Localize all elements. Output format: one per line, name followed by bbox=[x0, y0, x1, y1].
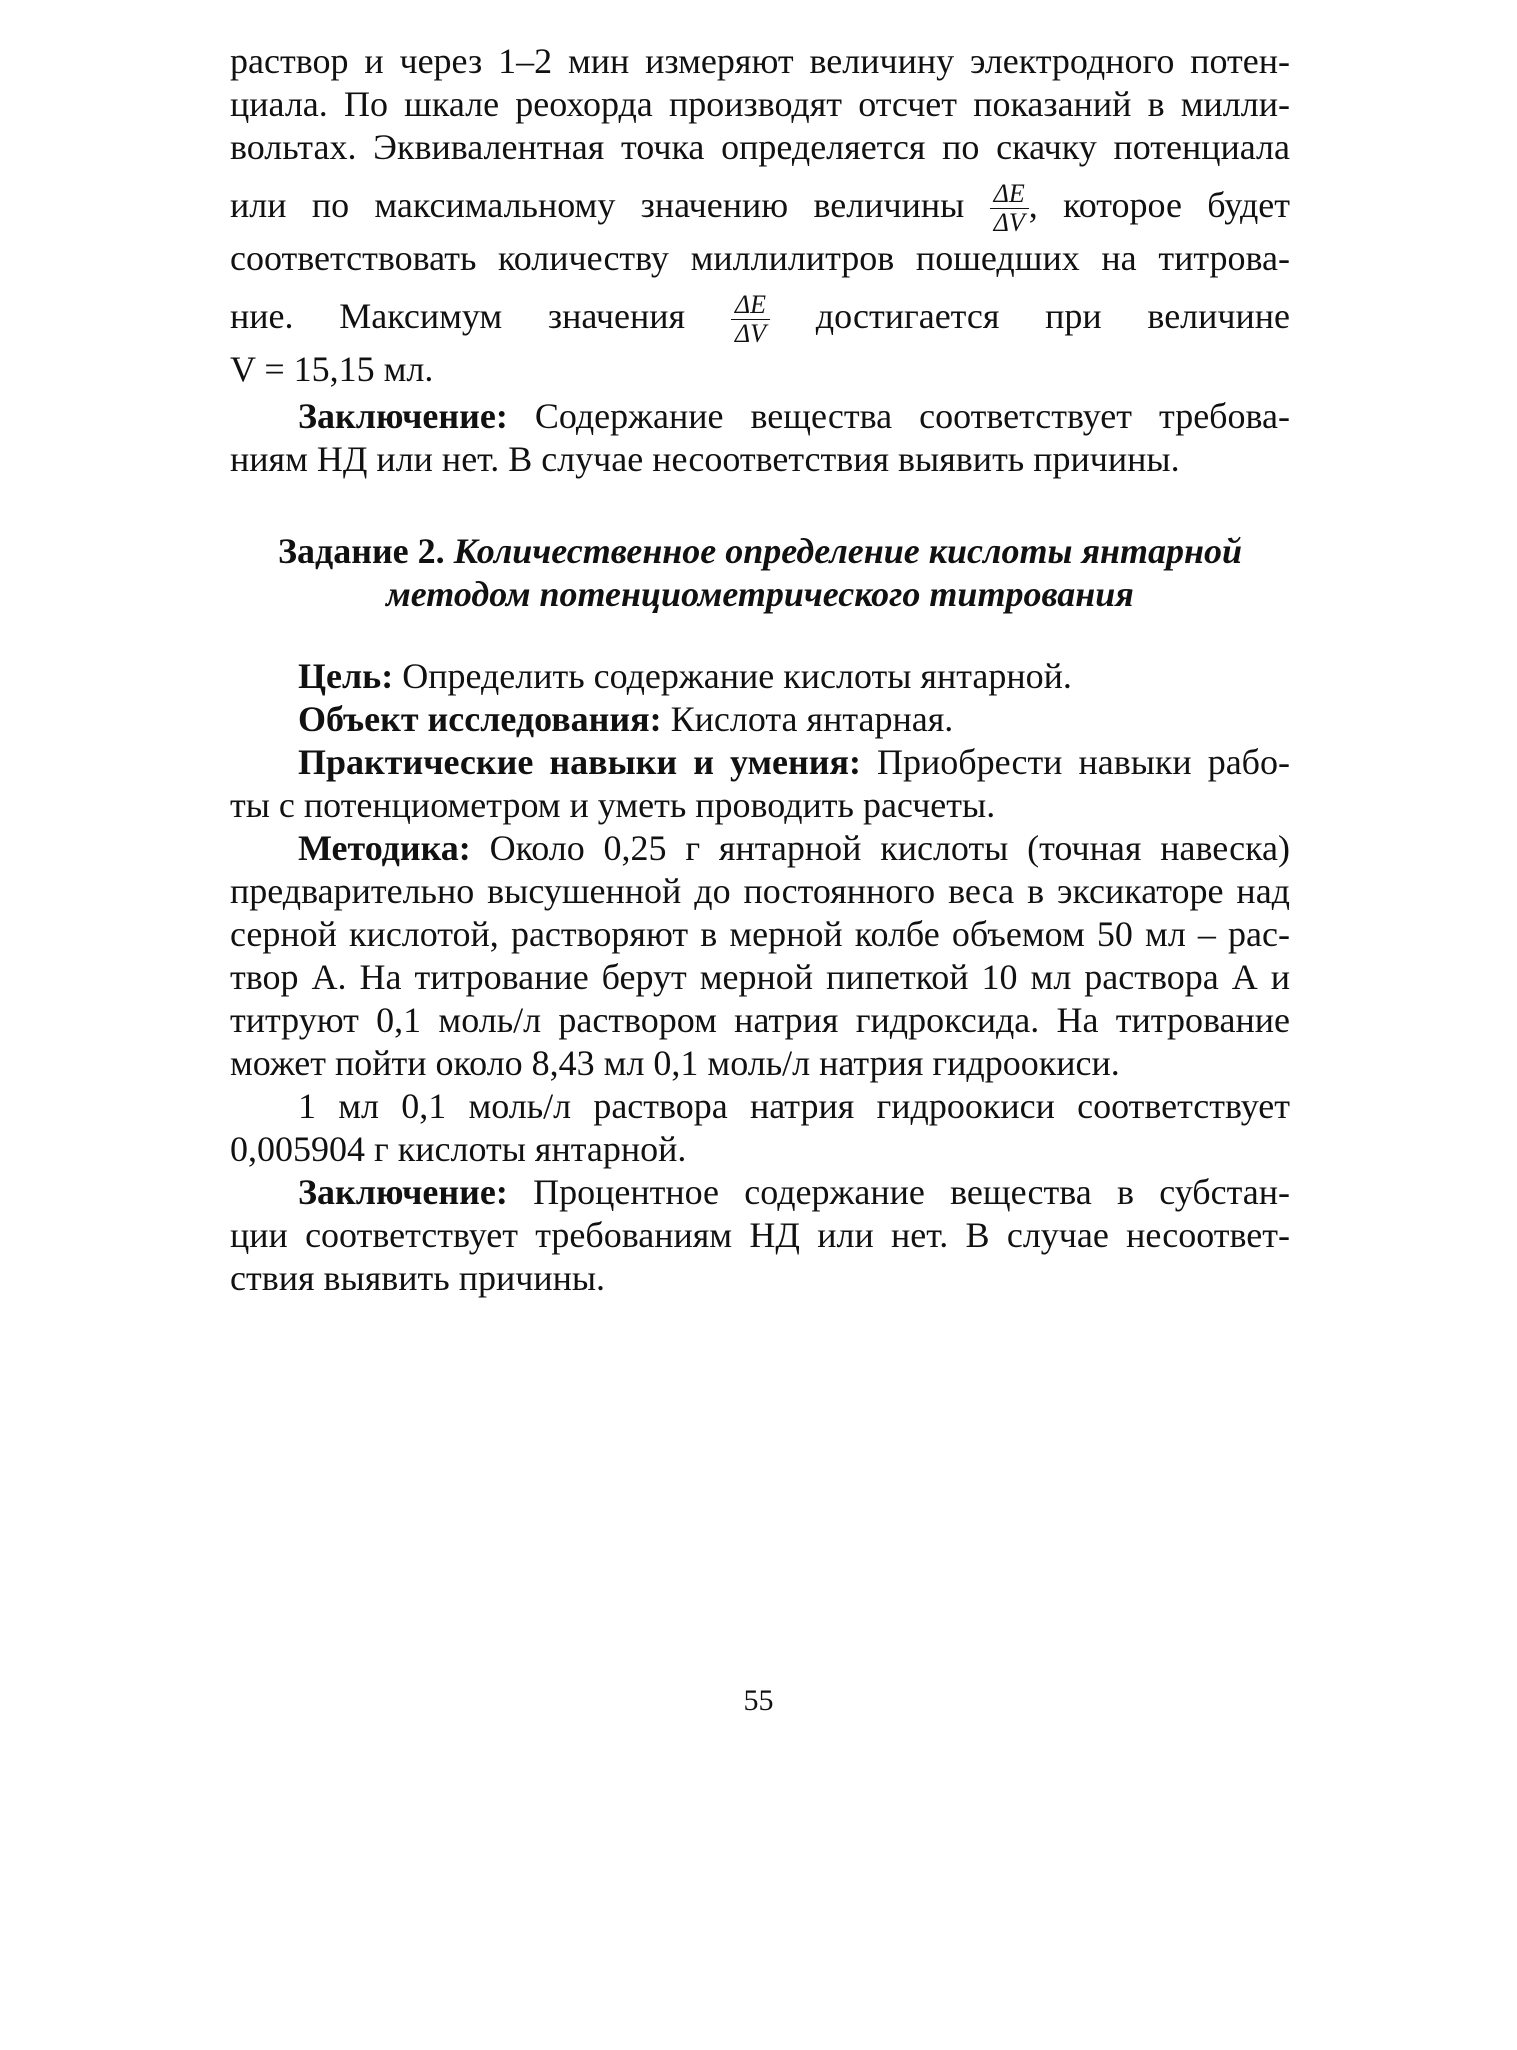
skills-line: Практические навыки и умения: Приобрести навыки рабо- bbox=[298, 742, 1290, 782]
text-line: соответствовать количеству миллилитров пошедших на титрова- bbox=[230, 238, 1290, 279]
text-line: 0,005904 г кислоты янтарной. bbox=[230, 1129, 687, 1169]
goal-line: Цель: Определить содержание кислоты янтарной. bbox=[298, 656, 1072, 696]
task-2-heading bbox=[230, 530, 1290, 616]
top-section bbox=[230, 40, 1290, 481]
text-line: ниям НД или нет. В случае несоответствия выявить причины. bbox=[230, 439, 1180, 480]
delta-e-over-delta-v-fraction bbox=[731, 291, 770, 348]
text-fragment: достигается при величине bbox=[815, 296, 1291, 337]
text-line: ствия выявить причины. bbox=[230, 1258, 606, 1298]
task-2-body bbox=[230, 655, 1290, 1300]
fraction-numerator: ΔE bbox=[731, 291, 770, 320]
text-fragment: или по максимальному значению величины bbox=[230, 185, 965, 225]
object-line: Объект исследования: Кислота янтарная. bbox=[298, 699, 954, 739]
method-line: Методика: Около 0,25 г янтарной кислоты (точная навеска) bbox=[298, 828, 1290, 868]
text-fragment: ние. Максимум значения bbox=[230, 296, 686, 337]
text-line: вольтах. Эквивалентная точка определяется по скачку потенциала bbox=[230, 127, 1290, 167]
page-number: 55 bbox=[743, 1684, 774, 1717]
heading-line-2: методом потенциометрического титрования bbox=[386, 574, 1134, 614]
text-line: твор А. На титрование берут мерной пипеткой 10 мл раствора А и bbox=[230, 957, 1290, 997]
text-fragment: , которое будет bbox=[1028, 185, 1290, 225]
text-line: серной кислотой, растворяют в мерной колбе объемом 50 мл – рас- bbox=[230, 914, 1290, 954]
fraction-numerator: ΔE bbox=[990, 180, 1029, 209]
text-line: может пойти около 8,43 мл 0,1 моль/л натрия гидроокиси. bbox=[230, 1043, 1120, 1083]
text-line: раствор и через 1–2 мин измеряют величину электродного потен- bbox=[230, 41, 1290, 81]
delta-e-over-delta-v-fraction bbox=[990, 180, 1029, 237]
text-line-with-fraction bbox=[230, 286, 1290, 348]
fraction-denominator: ΔV bbox=[993, 208, 1025, 238]
conclusion-1-line: Заключение: Содержание вещества соответствует требова- bbox=[298, 396, 1290, 437]
fraction-denominator: ΔV bbox=[734, 319, 767, 349]
text-line: циала. По шкале реохорда производят отсчет показаний в милли- bbox=[230, 84, 1290, 124]
text-line: предварительно высушенной до постоянного веса в эксикаторе над bbox=[230, 871, 1290, 911]
text-line-with-fraction bbox=[230, 175, 1290, 237]
text-line: ции соответствует требованиям НД или нет. В случае несоответ- bbox=[230, 1215, 1290, 1255]
equivalent-line: 1 мл 0,1 моль/л раствора натрия гидроокиси соответствует bbox=[298, 1086, 1290, 1126]
text-line: V = 15,15 мл. bbox=[230, 349, 434, 390]
conclusion-label: Заключение: bbox=[298, 396, 508, 437]
heading-line-1: Задание 2. Количественное определение кислоты янтарной bbox=[277, 531, 1242, 571]
conclusion-2-line: Заключение: Процентное содержание вещества в субстан- bbox=[298, 1172, 1290, 1212]
text-line: титруют 0,1 моль/л раствором натрия гидроксида. На титрование bbox=[230, 1000, 1290, 1040]
text-line: ты с потенциометром и уметь проводить расчеты. bbox=[230, 785, 996, 825]
